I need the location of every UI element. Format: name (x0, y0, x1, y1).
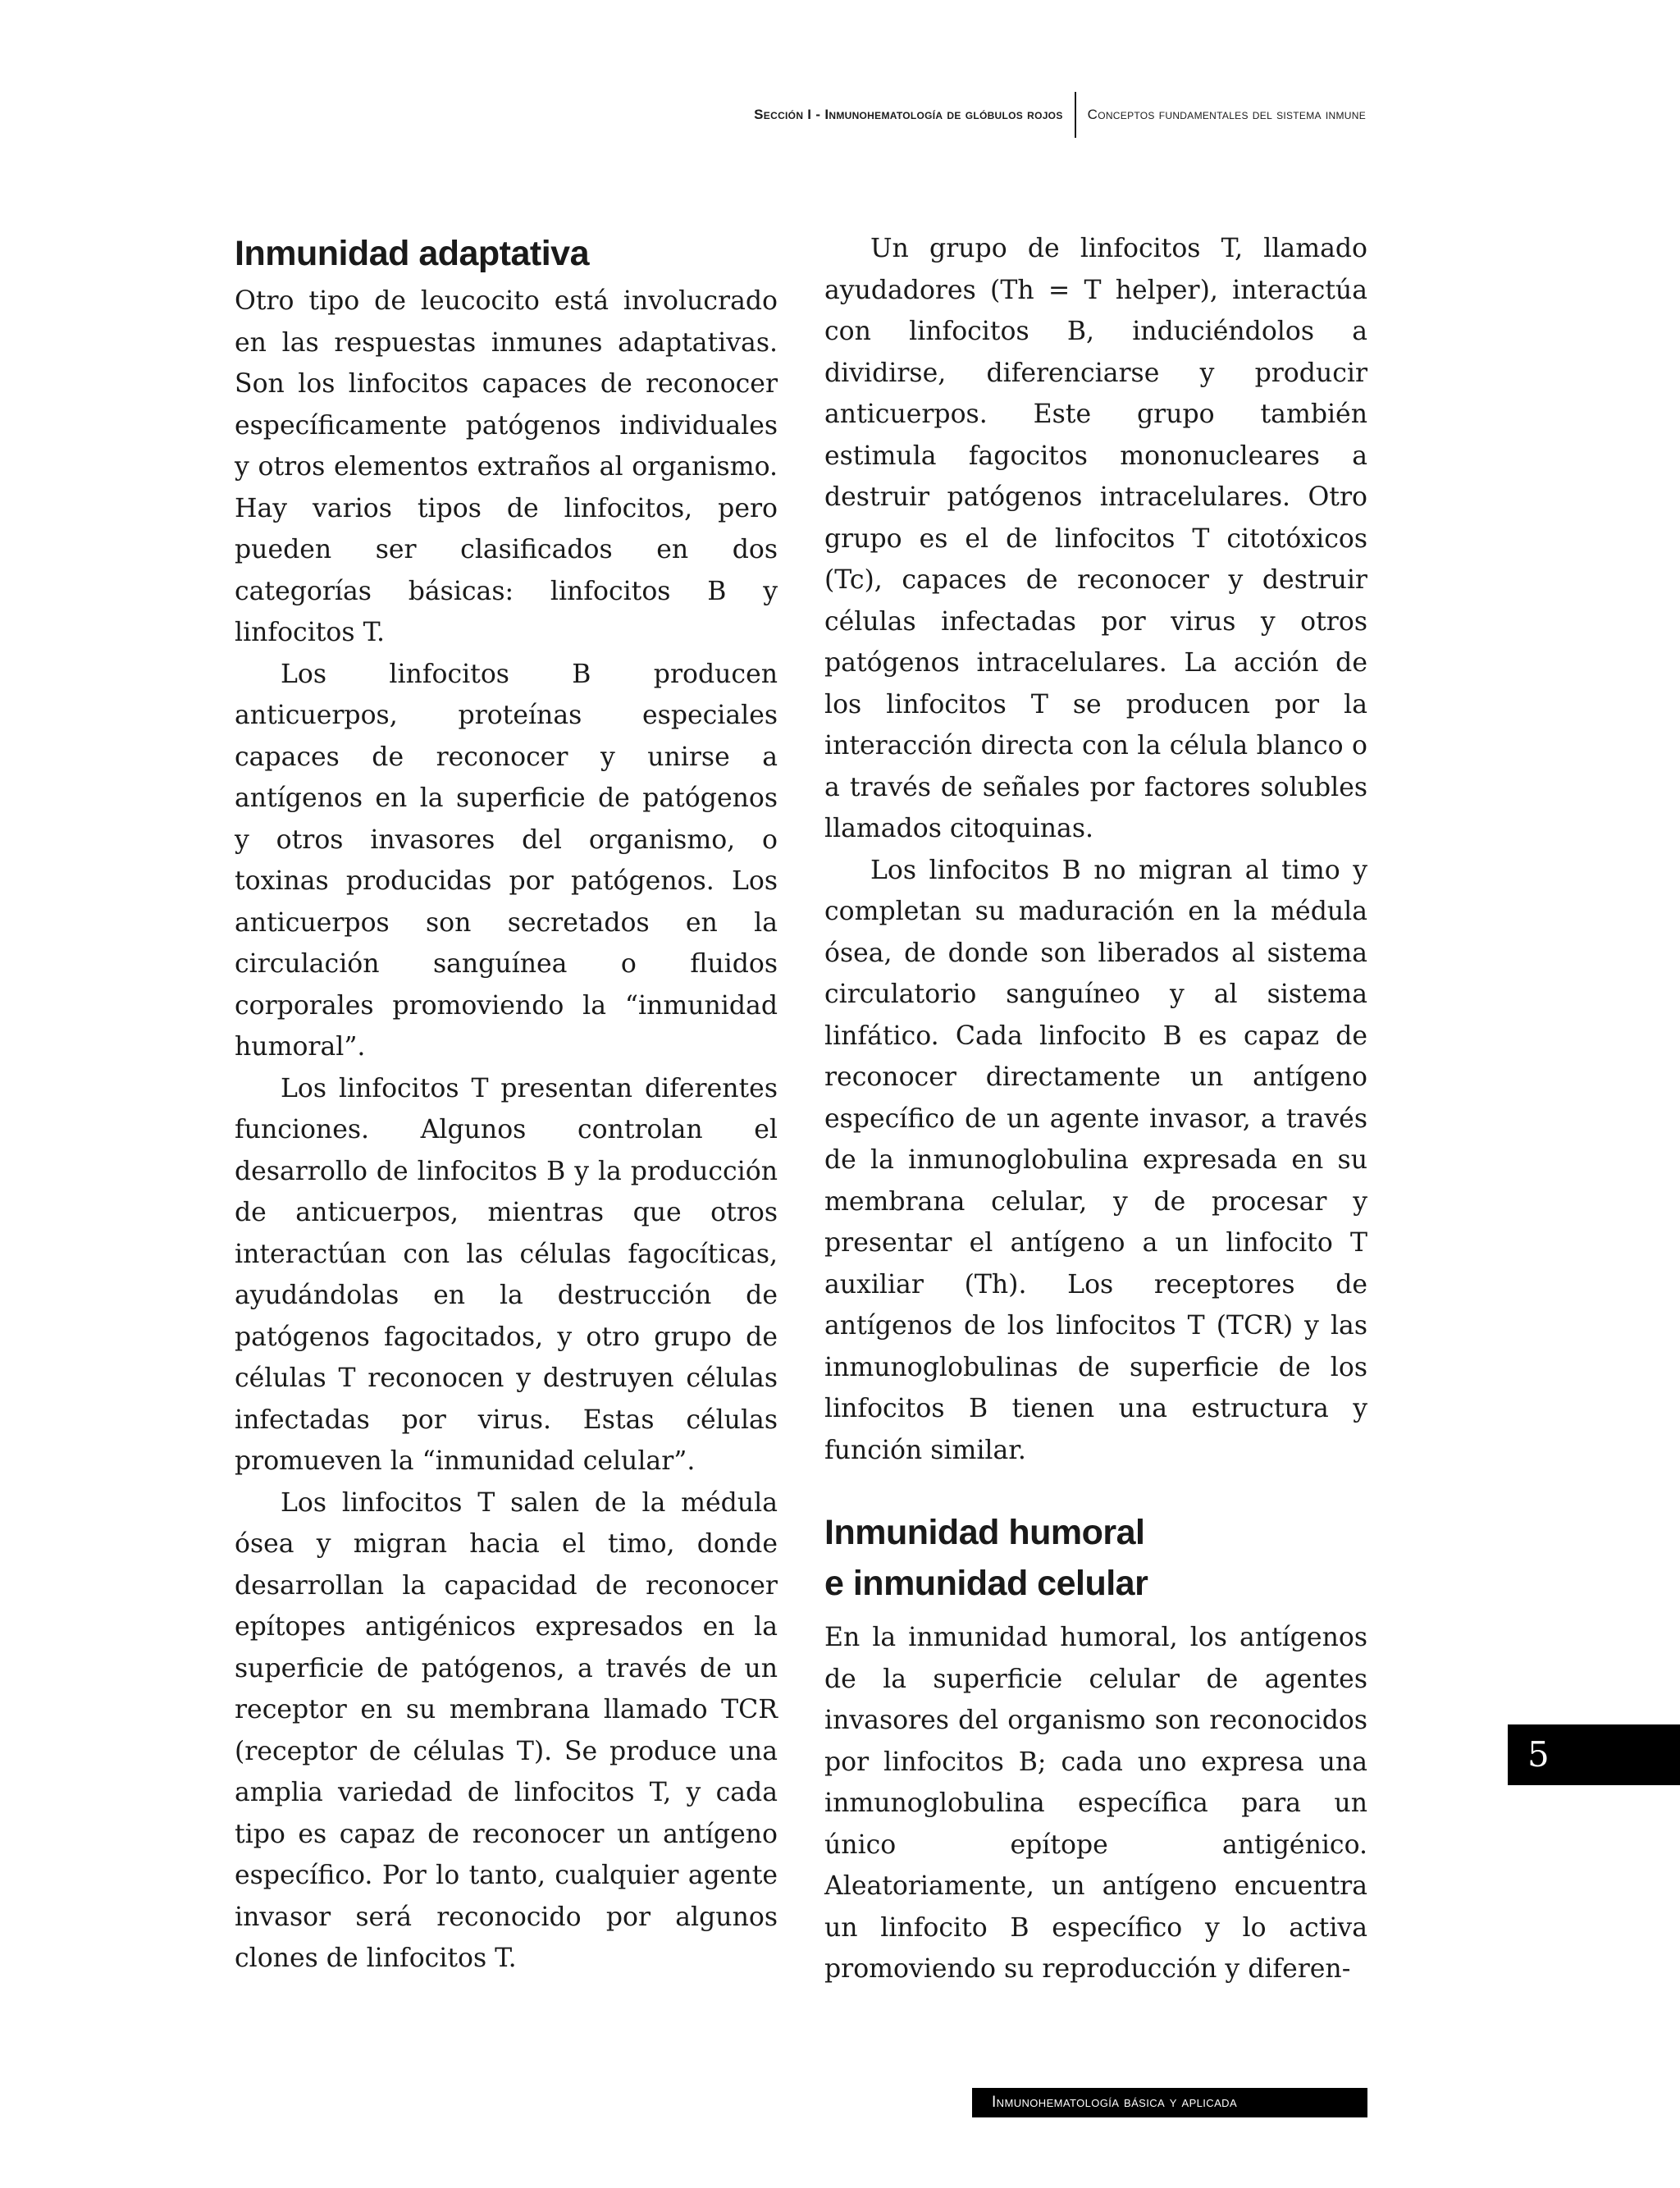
section-heading-inmunidad-humoral (824, 1507, 1367, 1609)
paragraph: Los linfocitos B no migran al timo y completan su maduración en la médula ósea, de donde son liberados al sistema circulatorio sanguíneo y al sistema linfático. Cada linfocito B es capaz de reconocer directamente un antígeno específico de un agente invasor, a través de la inmunoglobulina expresada en su membrana celular, y de procesar y presentar el antígeno a un linfocito T auxiliar (Th). Los receptores de antígenos de los linfocitos T (TCR) y las inmunoglobulinas de superficie de los linfocitos B tienen una estructura y función similar. (824, 855, 1367, 1465)
paragraph: Los linfocitos B producen anticuerpos, proteínas especiales capaces de reconocer y unirse a antígenos en la superficie de patógenos y otros invasores del organismo, o toxinas producidas por patógenos. Los anticuerpos son secretados en la circulación sanguínea o fluidos corporales promoviendo la “inmunidad humoral”. (235, 659, 778, 1062)
paragraph: Un grupo de linfocitos T, llamado ayudadores (Th = T helper), interactúa con linfocitos B, induciéndolos a dividirse, diferenciarse y producir anticuerpos. Este grupo también estimula fagocitos mononucleares a destruir patógenos intracelulares. Otro grupo es el de linfocitos T citotóxicos (Tc), capaces de reconocer y destruir células infectadas por virus y otros patógenos intracelulares. La acción de los linfocitos T se producen por la interacción directa con la célula blanco o a través de señales por factores solubles llamados citoquinas. (824, 234, 1367, 843)
heading-line-1: Inmunidad humoral (824, 1513, 1145, 1552)
page-number-tab: 5 (1508, 1724, 1680, 1785)
paragraph: En la inmunidad humoral, los antígenos de la superficie celular de agentes invasores del organismo son reconocidos por linfocitos B; cada uno expresa una inmunoglobulina específica para un único epítope antigénico. Aleatoriamente, un antígeno encuentra un linfocito B específico y lo activa promoviendo su reproducción y diferen- (824, 1623, 1367, 1984)
header-section-title: Sección I - Inmunohematología de glóbulos rojos (754, 107, 1063, 122)
header-chapter-title: Conceptos fundamentales del sistema inmune (1087, 107, 1366, 122)
section-heading-inmunidad-adaptativa: Inmunidad adaptativa (235, 234, 590, 273)
right-column (824, 228, 1367, 1990)
paragraph: Los linfocitos T salen de la médula ósea y migran hacia el timo, donde desarrollan la capacidad de reconocer epítopes antigénicos expresados en la superficie de patógenos, a través de un receptor en su membrana llamado TCR (receptor de células T). Se produce una amplia variedad de linfocitos T, y cada tipo es capaz de reconocer un antígeno específico. Por lo tanto, cualquier agente invasor será reconocido por algunos clones de linfocitos T. (235, 1487, 778, 1973)
paragraph: Los linfocitos T presentan diferentes funciones. Algunos controlan el desarrollo de linfocitos B y la producción de anticuerpos, mientras que otros interactúan con las células fagocíticas, ayudándolas en la destrucción de patógenos fagocitados, y otro grupo de células T reconocen y destruyen células infectadas por virus. Estas células promueven la “inmunidad celular”. (235, 1073, 778, 1476)
paragraph: Otro tipo de leucocito está involucrado en las respuestas inmunes adaptativas. Son los linfocitos capaces de reconocer específicamente patógenos individuales y otros elementos extraños al organismo. Hay varios tipos de linfocitos, pero pueden ser clasificados en dos categorías básicas: linfocitos B y linfocitos T. (235, 286, 778, 647)
heading-line-2: e inmunidad celular (824, 1564, 1148, 1603)
running-header (754, 92, 1366, 138)
running-footer: Inmunohematología básica y aplicada (972, 2088, 1367, 2117)
left-column (235, 228, 778, 1980)
